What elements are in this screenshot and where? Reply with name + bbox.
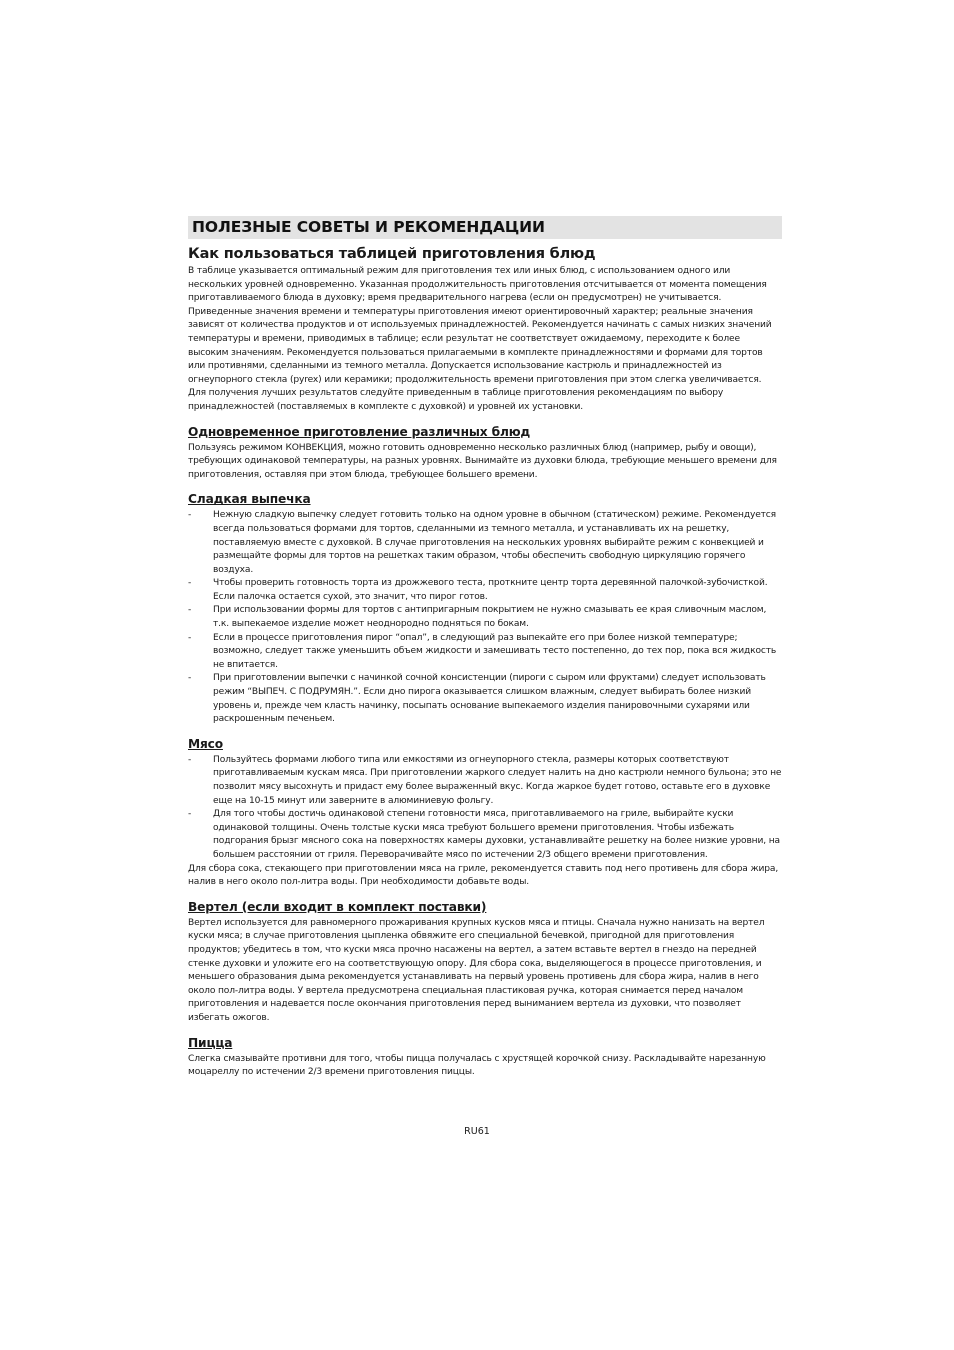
list-item-text: При приготовлении выпечки с начинкой сочной консистенции (пироги с сыром или фруктами) следует использовать режим “ВЫПЕЧ. С ПОДРУМЯН.”. Если дно пирога оказывается слишком влажным, следует выбирать более низкий уровень и, прежде чем класть начинку, посыпать основание выпекаемого изделия панировочными сухарями или раскрошенным печеньем. [213,673,766,725]
bullet-dash: - [188,578,192,589]
heading-simultaneous: Одновременное приготовление различных блюд [188,424,531,439]
heading-meat: Мясо [188,736,223,751]
page-content [188,216,782,1080]
list-item-text: Пользуйтесь формами любого типа или емкостями из огнеупорного стекла, размеры которых соответствуют приготавливаемым кускам мяса. При приготовлении жаркого следует налить на дно кастрюли немного бульона; это не позволит мясу высохнуть и придаст ему более выраженный вкус. Когда жаркое будет готово, оставьте его в духовке еще на 10-15 минут или заверните в алюминиевую фольгу. [213,754,782,806]
list-item [188,672,782,726]
page-title: Как пользоваться таблицей приготовления блюд [188,246,596,262]
list-item [188,754,782,808]
meat-after-paragraph: Для сбора сока, стекающего при приготовлении мяса на гриле, рекомендуется ставить под него противень для сбора жира, налив в него около пол-литра воды. При необходимости добавьте воды. [188,863,779,888]
intro-paragraph: В таблице указывается оптимальный режим для приготовления тех или иных блюд, с использованием одного или нескольких уровней одновременно. Указанная продолжительность приготовления отсчитывается от момента помещения приготавливаемого блюда в духовку; время предварительного нагрева (если он предусмотрен) не учитывается. Приведенные значения времени и температуры приготовления имеют ориентировочный характер; реальные значения зависят от количества продуктов и от используемых принадлежностей. Рекомендуется начинать с самых низких значений температуры и времени, приводимых в таблице; если результат не соответствует ожидаемому, переходите к более высоким значениям. Рекомендуется пользоваться прилагаемыми в комплекте принадлежностями и формами для тортов или противнями, сделанными из темного металла. Допускается использование кастрюль и принадлежностей из огнеупорного стекла (pyrex) или керамики; продолжительность времени приготовления при этом слегка увеличивается. Для получения лучших результатов следуйте приведенным в таблице приготовления рекомендациям по выбору принадлежностей (поставляемых в комплекте с духовкой) и уровней их установки. [188,266,772,412]
bullet-dash: - [188,605,192,616]
page-number: RU61 [464,1126,490,1137]
bullet-dash: - [188,809,192,820]
list-item [188,577,782,604]
list-item-text: Нежную сладкую выпечку следует готовить только на одном уровне в обычном (статическом) режиме. Рекомендуется всегда пользоваться формами для тортов, сделанными из темного металла, и устанавливать их на решетку, поставляемую вместе с духовкой. В случае приготовления на нескольких уровнях выбирайте режим с конвекцией и размещайте формы для тортов на решетках таким образом, чтобы обеспечить свободную циркуляцию горячего воздуха. [213,510,776,575]
bullet-dash: - [188,754,192,765]
pizza-paragraph: Слегка смазывайте противни для того, чтобы пицца получалась с хрустящей корочкой снизу. Раскладывайте нарезанную моцареллу по истечении 2/3 времени приготовления пиццы. [188,1053,766,1078]
heading-pastry: Сладкая выпечка [188,492,311,507]
simultaneous-paragraph: Пользуясь режимом КОНВЕКЦИЯ, можно готовить одновременно несколько различных блюд (например, рыбу и овощи), требующих одинаковой температуры, на разных уровнях. Вынимайте из духовки блюда, требующие меньшего времени для приготовления, оставляя при этом блюда, требующее большего времени. [188,442,777,480]
list-item-text: При использовании формы для тортов с антипригарным покрытием не нужно смазывать ее края сливочным маслом, т.к. выпекаемое изделие может неодноpодно подняться по бокам. [213,605,767,630]
heading-pizza: Пицца [188,1035,233,1050]
pastry-list [188,509,782,727]
bullet-dash: - [188,673,192,684]
list-item-text: Чтобы проверить готовность торта из дрожжевого теста, проткните центр торта деревянной палочкой-зубочисткой. Если палочка остается сухой, это значит, что пирог готов. [213,578,768,602]
spit-paragraph: Вертел используется для равномерного прожаривания крупных кусков мяса и птицы. Сначала нужно нанизать на вертел куски мяса; в случае приготовления цыпленка обвяжите его специальной бечевкой, пригодной для приготовления продуктов; убедитесь в том, что куски мяса прочно насажены на вертел, а затем вставьте вертел в гнездо на передней стенке духовки и уложите его на соответствующую опору. Для сбора сока, выделяющегося в процессе приготовления, и меньшего образования дыма рекомендуется устанавливать на первый уровень противень для сбора жира, налив в него около пол-литра воды. У вертела предусмотрена специальная пластиковая ручка, которая снимается перед началом приготовления и надевается после окончания приготовления перед выниманием вертела из духовки, что позволяет избегать ожогов. [188,917,765,1023]
meat-list [188,754,782,863]
list-item-text: Для того чтобы достичь одинаковой степени готовности мяса, приготавливаемого на гриле, выбирайте куски одинаковой толщины. Очень толстые куски мяса требуют большего времени приготовления. Чтобы избежать подгорания брызг мясного сока на поверхностях камеры духовки, устанавливайте решетку на более низкие уровни, на большем расстоянии от гриля. Переворачивайте мясо по истечении 2/3 общего времени приготовления. [213,809,780,860]
bullet-dash: - [188,510,192,521]
bullet-dash: - [188,632,192,643]
list-item [188,632,782,673]
list-item [188,808,782,862]
list-item [188,509,782,577]
list-item-text: Если в процессе приготовления пирог “опал”, в следующий раз выпекайте его при более низкой температуре; возможно, следует также уменьшить объем жидкости и замешивать тесто постепенно, до тех пор, пока вся жидкость не впитается. [213,632,777,670]
section-banner: ПОЛЕЗНЫЕ СОВЕТЫ И РЕКОМЕНДАЦИИ [188,216,782,239]
heading-spit: Вертел (если входит в комплект поставки) [188,899,487,914]
list-item [188,604,782,631]
